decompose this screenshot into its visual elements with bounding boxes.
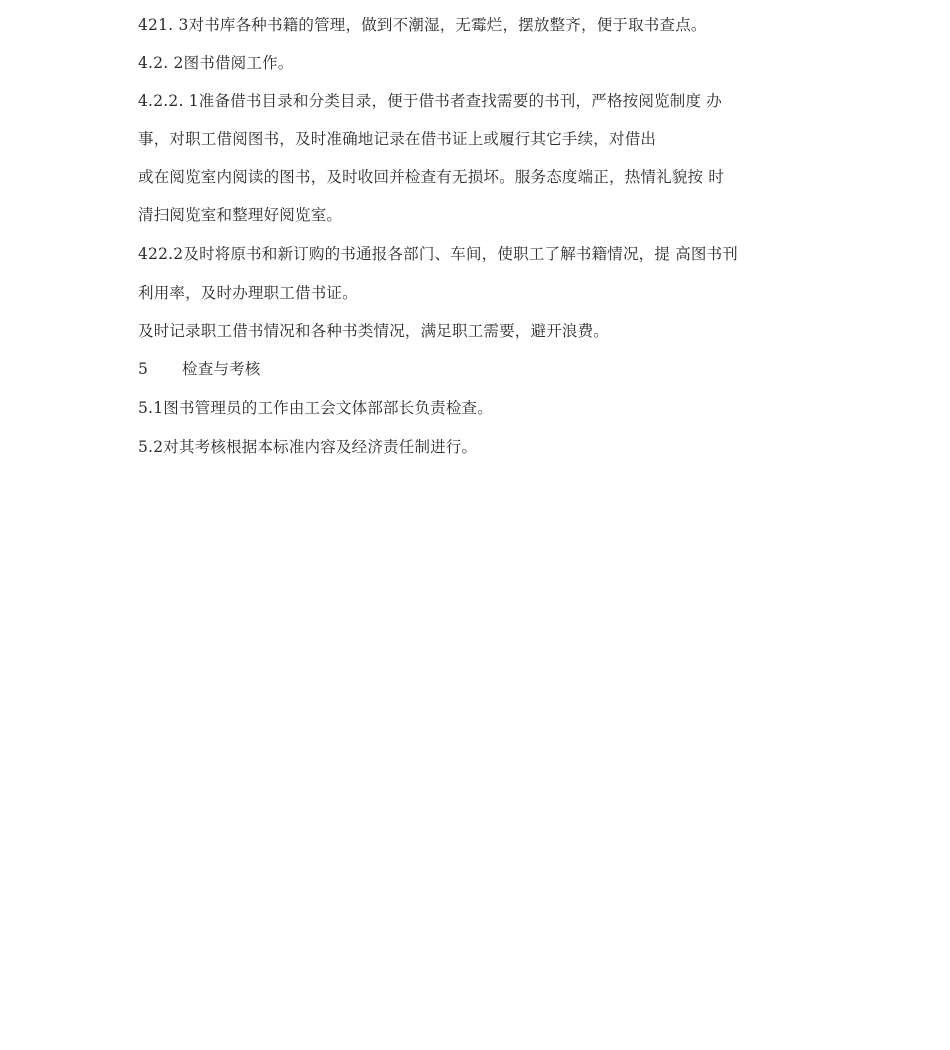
paragraph-4-2-2-1-line2: 事，对职工借阅图书，及时准确地记录在借书证上或履行其它手续，对借出 [138, 130, 657, 148]
paragraph-5-1: 5.1图书管理员的工作由工会文体部部长负责检查。 [138, 399, 493, 417]
heading-4-2-2: 4.2. 2图书借阅工作。 [138, 54, 294, 72]
section-5-heading [138, 359, 261, 379]
section-5-title: 检查与考核 [182, 360, 261, 378]
paragraph-4-2-1-3: 421. 3对书库各种书籍的管理，做到不潮湿，无霉烂，摆放整齐，便于取书查点。 [138, 16, 707, 34]
paragraph-4-2-2-2-line2: 利用率，及时办理职工借书证。 [138, 284, 358, 302]
paragraph-4-2-2-1-line1: 4.2.2. 1准备借书目录和分类目录，便于借书者查找需要的书刊，严格按阅览制度 办 [138, 92, 722, 110]
paragraph-4-2-2-1-line4: 清扫阅览室和整理好阅览室。 [138, 206, 343, 224]
paragraph-4-2-2-2-line1: 422.2及时将原书和新订购的书通报各部门、车间，使职工了解书籍情况，提 高图书刊 [138, 245, 739, 263]
paragraph-5-2: 5.2对其考核根据本标准内容及经济责任制进行。 [138, 438, 478, 456]
paragraph-record-keeping: 及时记录职工借书情况和各种书类情况，满足职工需要，避开浪费。 [138, 322, 610, 340]
section-5-number: 5 [138, 360, 149, 378]
paragraph-4-2-2-1-line3: 或在阅览室内阅读的图书，及时收回并检查有无损坏。服务态度端正，热情礼貌按 时 [138, 168, 725, 186]
